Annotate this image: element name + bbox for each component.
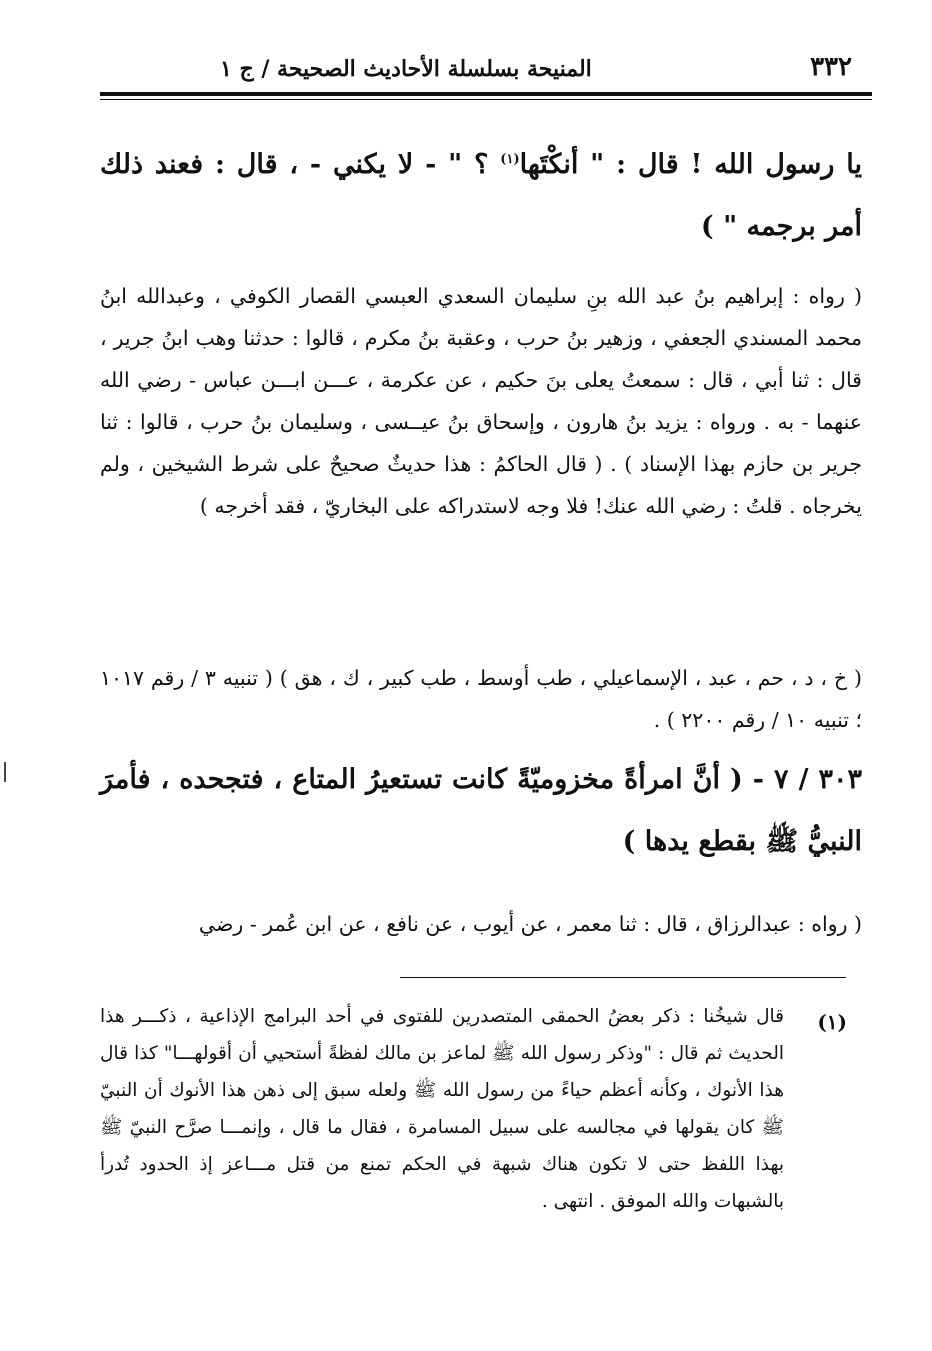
- takhrij-paragraph: ( رواه : إبراهيم بنُ عبد الله بنِ سليمان السعدي العبسي القصار الكوفي ، وعبدالله ابنُ محمد المسندي الجعفي ، وزهير بنُ حرب ، وعقبة بنُ مكرم ، قالوا : حدثنا وهب ابنُ جرير ، قال : ثنا أبي ، قال : سمعتُ يعلى بنَ حكيم ، عن عكرمة ، عـــن ابـــن عباس - رضي الله عنهما - به . ورواه : يزيد بنُ هارون ، وإسحاق بنُ عيــسى ، وسليمان بنُ حرب ، قالوا : ثنا جرير بن حازم بهذا الإسناد ) . ( قال الحاكمُ : هذا حديثٌ صحيحٌ على شرط الشيخين ، ولم يخرجاه . قلتُ : رضي الله عنك! فلا وجه لاستدراكه على البخاريّ ، فقد أخرجه ): [100, 284, 862, 518]
- hadith-text: [100, 134, 862, 258]
- hadith-text-part1: يا رسول الله ! قال : " أنكْتَها: [519, 149, 863, 180]
- sources-paragraph: ( خ ، د ، حم ، عبد ، الإسماعيلي ، طب أوسط ، طب كبير ، ك ، هق ) ( تنبيه ٣ / رقم ١٠١٧ ؛ تنبيه ١٠ / رقم ٢٢٠٠ ) .: [100, 666, 862, 732]
- footnote-reference: (١): [500, 152, 520, 167]
- hadith-303: ٣٠٣ / ٧ - ( أنَّ امرأةً مخزوميّةً كانت تستعيرُ المتاع ، فتجحده ، فأمرَ النبيُّ ﷺ بقطع يدها ): [100, 764, 862, 857]
- header-rule-thin: [100, 99, 872, 100]
- running-header: [100, 52, 862, 92]
- header-rule-thick: [100, 92, 872, 96]
- footnote-separator: [400, 977, 846, 978]
- hadith-text-part2: ؟ " - لا يكني - ، قال : فعند ذلك أمر برجمه " ): [100, 149, 862, 242]
- page-number: ٣٣٢: [810, 52, 852, 82]
- takhrij-303: ( رواه : عبدالرزاق ، قال : ثنا معمر ، عن أيوب ، عن نافع ، عن ابن عُمر - رضي: [198, 912, 862, 936]
- footnote-text: قال شيخُنا : ذكر بعضُ الحمقى المتصدرين للفتوى في أحد البرامج الإذاعية ، ذكـــر هذا الحديث ثم قال : "وذكر رسول الله ﷺ لماعز بن مالك لفظةً أستحيي أن أقولهـــا" كذا قال هذا الأنوك ، وكأنه أعظم حياءً من رسول الله ﷺ ولعله سبق إلى ذهن هذا الأنوك أن النبيّ ﷺ كان يقولها في مجالسه على سبيل المسامرة ، فقال ما قال ، وإنمـــا صرَّح النبيّ ﷺ بهذا اللفظ حتى لا تكون هناك شبهة في الحكم تمنع من قتل مـــاعز إذ الحدود تُدرأ بالشبهات والله الموفق . انتهى .: [100, 1006, 784, 1212]
- book-title: المنيحة بسلسلة الأحاديث الصحيحة / ج ١: [220, 56, 592, 82]
- footnote-marker: (١): [817, 1010, 847, 1034]
- scan-mark: [4, 762, 6, 782]
